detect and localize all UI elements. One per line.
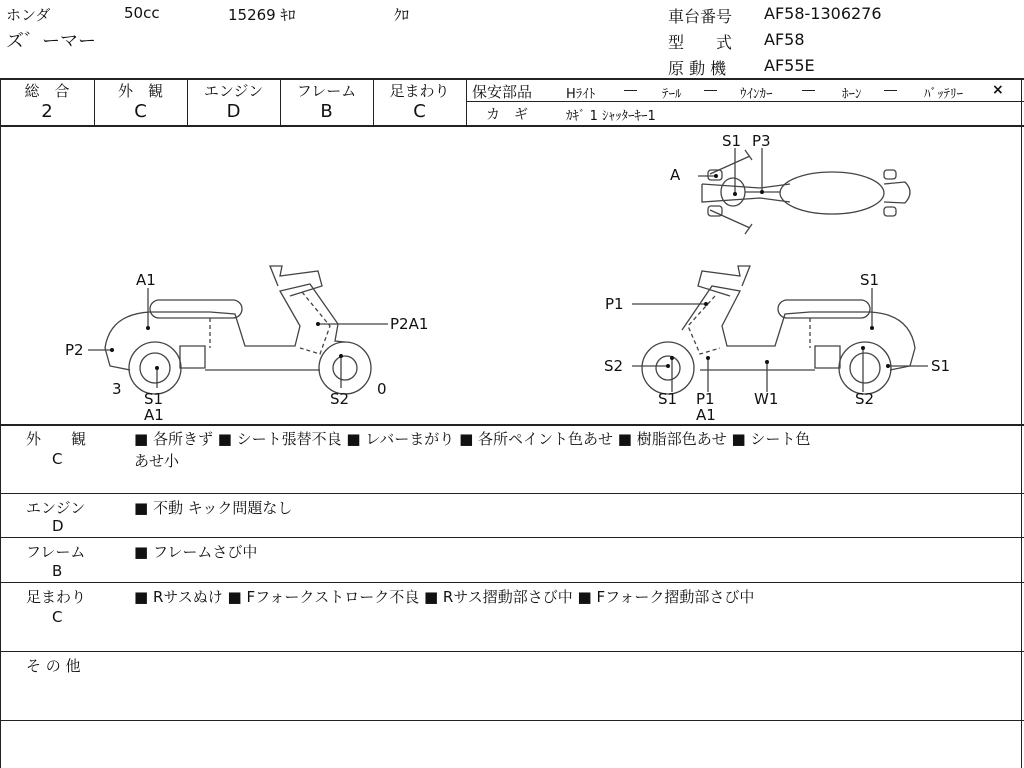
remark-label: 足まわり [26, 588, 87, 606]
damage-diagram [0, 126, 1022, 424]
exterior-label: 外 観 [117, 82, 163, 100]
label-top-p3: P3 [752, 132, 771, 150]
key-label: カ ギ [486, 107, 528, 123]
winker-label: ｳｲﾝｶｰ [740, 87, 773, 102]
remark-grade: C [52, 608, 63, 626]
label-left-a1b: A1 [144, 406, 164, 424]
engine-label: 原 動 機 [668, 59, 727, 78]
remark-text: ■ Rサスぬけ ■ Fフォークストローク不良 ■ Rサス摺動部さび中 ■ Fフォーク摺動部さび中 [134, 588, 755, 606]
overall-grade: 2 [41, 101, 53, 122]
remark-grade: C [52, 450, 63, 468]
divider [466, 79, 467, 126]
exterior-grade: C [134, 101, 147, 122]
label-left-s2: S2 [330, 390, 350, 408]
type-label: 型 式 [668, 33, 733, 52]
engine-label: エンジン [203, 82, 264, 100]
battery-label: ﾊﾞｯﾃﾘｰ [924, 87, 963, 102]
frame-grade: B [320, 101, 333, 122]
label-right-s2: S2 [604, 357, 624, 375]
label-right-s1r: S1 [931, 357, 951, 375]
label-right-s1b: S1 [658, 390, 678, 408]
safety-label: 保安部品 [472, 83, 533, 101]
headlight-value: ― [624, 83, 637, 98]
label-right-a1: A1 [696, 406, 716, 424]
label-top-a: A [670, 166, 681, 184]
suspension-label: 足まわり [389, 82, 450, 100]
maker: ホンダ [6, 6, 51, 24]
divider [0, 651, 1024, 652]
label-left-3: 3 [112, 380, 122, 398]
remark-text: ■ フレームさび中 [134, 543, 258, 561]
color: ｸﾛ [394, 6, 410, 24]
frame-no-label: 車台番号 [668, 7, 733, 26]
headlight-label: Hﾗｲﾄ [566, 87, 596, 102]
divider [0, 424, 1024, 426]
label-right-s2b: S2 [855, 390, 875, 408]
label-left-p2a1: P2A1 [390, 315, 429, 333]
model-name: ズ゛ーマー [6, 31, 96, 52]
suspension-grade: C [413, 101, 426, 122]
divider [0, 582, 1024, 583]
mileage: 15269 ｷﾛ [228, 6, 296, 24]
remark-text-cont: あせ小 [134, 452, 180, 470]
tail-value: ― [704, 83, 717, 98]
remark-label: フレーム [26, 543, 86, 561]
label-left-a1: A1 [136, 271, 156, 289]
horn-value: ― [884, 83, 897, 98]
key-value: ｶｷﾞ 1 ｼｬｯﾀｰｷｰ1 [566, 109, 656, 124]
remark-text: ■ 各所きず ■ シート張替不良 ■ レバーまがり ■ 各所ペイント色あせ ■ 樹脂部色あせ ■ シート色 [134, 430, 811, 448]
horn-label: ﾎｰﾝ [842, 87, 862, 102]
label-right-w1: W1 [754, 390, 779, 408]
divider [0, 720, 1024, 721]
remark-text: ■ 不動 キック問題なし [134, 499, 293, 517]
remark-label: 外 観 [26, 430, 87, 448]
divider [0, 493, 1024, 494]
engine-value: AF55E [764, 56, 815, 75]
displacement: 50cc [124, 4, 160, 22]
type-value: AF58 [764, 30, 805, 49]
scooter-top-view [702, 150, 910, 234]
label-left-0: 0 [377, 380, 387, 398]
remark-grade: B [52, 562, 63, 580]
winker-value: ― [802, 83, 815, 98]
divider [0, 537, 1024, 538]
label-right-p1: P1 [605, 295, 624, 313]
label-top-s1: S1 [722, 132, 742, 150]
frame-no: AF58-1306276 [764, 4, 882, 23]
label-right-s1: S1 [860, 271, 880, 289]
remark-label: エンジン [26, 499, 86, 517]
label-left-p2: P2 [65, 341, 84, 359]
overall-label: 総 合 [24, 82, 70, 100]
engine-grade: D [226, 101, 241, 122]
frame-label: フレーム [296, 82, 357, 100]
label-right-p1b: P1 [696, 390, 715, 408]
remark-grade: D [52, 517, 64, 535]
remark-label: そ の 他 [26, 657, 81, 675]
tail-label: ﾃｰﾙ [662, 87, 682, 102]
battery-value: × [992, 82, 1004, 98]
label-left-s1: S1 [144, 390, 164, 408]
